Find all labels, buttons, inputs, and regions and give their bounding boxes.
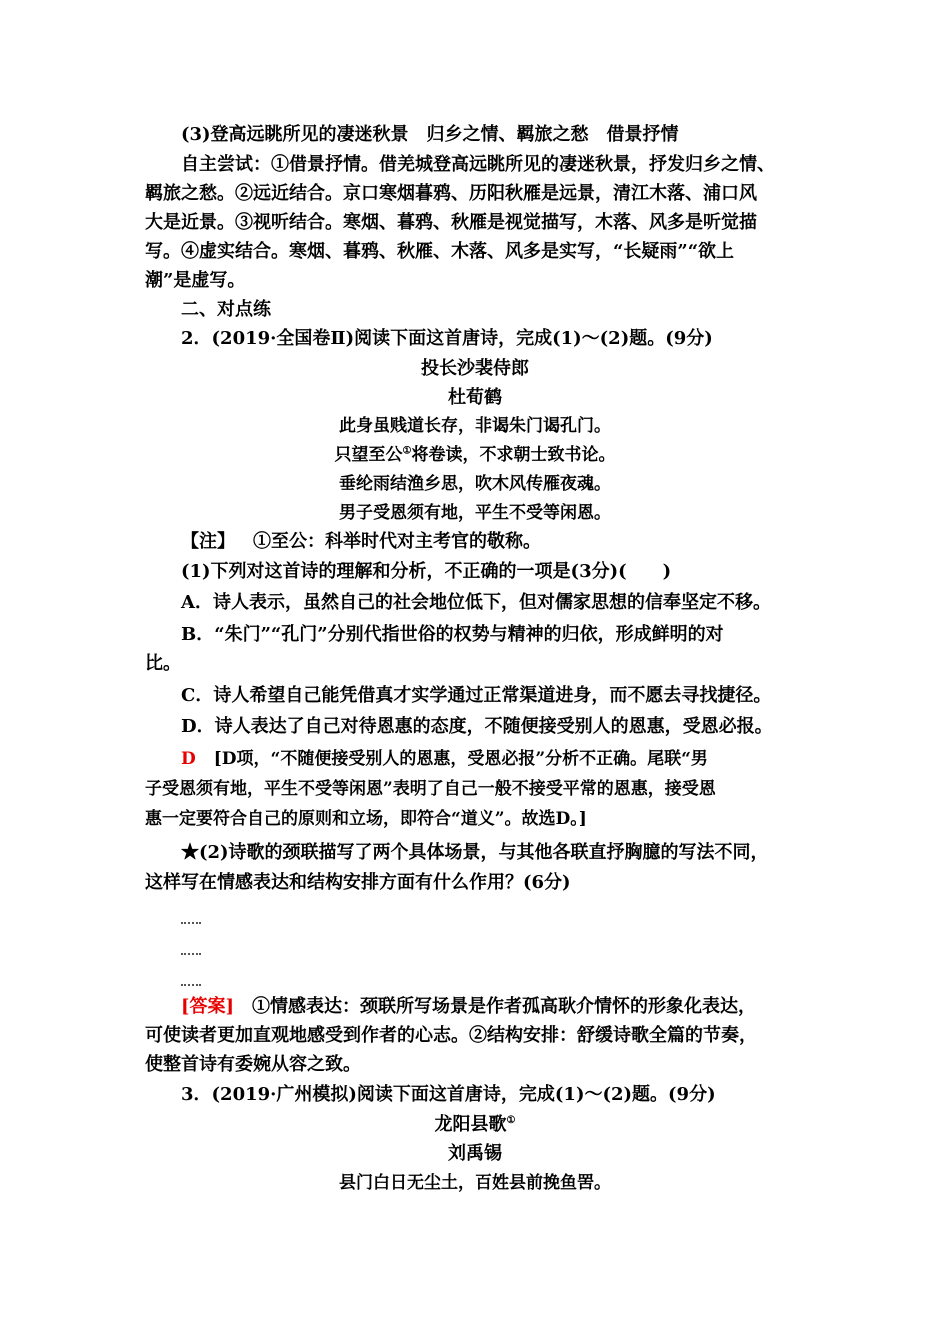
blank-line (181, 953, 201, 955)
answer-2 (181, 995, 756, 1019)
option-b-cont: 比。 (145, 653, 181, 674)
answer-2-text: 可使读者更加直观地感受到作者的心志。②结构安排：舒缓诗歌全篇的节奏， (145, 1025, 757, 1046)
self-try-text: 自主尝试：①借景抒情。借羌城登高远眺所见的凄迷秋景，抒发归乡之情、 (181, 154, 775, 175)
blank-line (181, 984, 201, 986)
poem-title: 投长沙裴侍郎 (421, 358, 529, 379)
note (181, 530, 541, 554)
poem-title (0, 1113, 950, 1137)
answer-text: [D项，“不随便接受别人的恩惠，受恩必报”分析不正确。尾联“男 (213, 749, 708, 769)
poem-line: 此身虽贱道长存，非谒朱门谒孔门。 (339, 416, 611, 436)
sub-question-2: 这样写在情感表达和结构安排方面有什么作用？(6分) (145, 872, 571, 893)
poem-line: 男子受恩须有地，平生不受等闲恩。 (339, 503, 611, 523)
question-2-intro: 2．(2019·全国卷Ⅱ)阅读下面这首唐诗，完成(1)～(2)题。(9分) (181, 328, 713, 349)
answer-text: ①情感表达：颈联所写场景是作者孤高耿介情怀的形象化表达， (252, 996, 757, 1017)
poem-line-part: 将卷读，不求朝士致书论。 (411, 445, 616, 465)
sub-question-1: (1)下列对这首诗的理解和分析，不正确的一项是(3分)( ) (181, 561, 672, 582)
answer-explanation (181, 747, 708, 771)
self-try-text: 写。④虚实结合。寒烟、暮鸦、秋雁、木落、风多是实写，“长疑雨”“欲上 (145, 241, 735, 262)
answer-explanation: 子受恩须有地，平生不受等闲恩”表明了自己一般不接受平常的恩惠，接受恩 (145, 779, 716, 799)
answer-label: [答案] (181, 996, 235, 1017)
poem-title-text: 龙阳县歌 (434, 1114, 507, 1135)
answer-line-3: (3)登高远眺所见的凄迷秋景 归乡之情、羁旅之愁 借景抒情 (181, 124, 679, 145)
blank-line (181, 922, 201, 924)
self-try-text: 潮”是虚写。 (145, 270, 246, 291)
section-heading: 二、对点练 (181, 299, 271, 320)
option-d: D．诗人表达了自己对待恩惠的态度，不随便接受别人的恩惠，受恩必报。 (181, 716, 773, 737)
option-c: C．诗人希望自己能凭借真才实学通过正常渠道进身，而不愿去寻找捷径。 (181, 685, 772, 706)
poem-line (0, 443, 950, 467)
note-label: 【注】 (181, 531, 235, 552)
answer-2-text: 使整首诗有委婉从容之致。 (145, 1054, 361, 1075)
footnote-marker: ① (402, 445, 412, 457)
option-a: A．诗人表示，虽然自己的社会地位低下，但对儒家思想的信奉坚定不移。 (181, 592, 771, 613)
note-text: ①至公：科举时代对主考官的敬称。 (253, 531, 541, 552)
poem-line: 县门白日无尘土，百姓县前挽鱼罟。 (339, 1173, 611, 1193)
answer-letter: D (181, 749, 196, 769)
poet-name: 刘禹锡 (448, 1143, 502, 1164)
poet-name: 杜荀鹤 (448, 387, 502, 408)
question-3-intro: 3．(2019·广州模拟)阅读下面这首唐诗，完成(1)～(2)题。(9分) (181, 1084, 716, 1105)
option-b: B．“朱门”“孔门”分别代指世俗的权势与精神的归依，形成鲜明的对 (181, 624, 724, 645)
poem-line-part: 只望至公 (334, 445, 403, 465)
sub-question-2: ★(2)诗歌的颈联描写了两个具体场景，与其他各联直抒胸臆的写法不同， (181, 842, 769, 863)
footnote-marker: ① (506, 1115, 516, 1126)
self-try-text: 大是近景。③视听结合。寒烟、暮鸦、秋雁是视觉描写，木落、风多是听觉描 (145, 212, 757, 233)
answer-explanation: 惠一定要符合自己的原则和立场，即符合“道义”。故选D。] (145, 809, 587, 829)
poem-line: 垂纶雨结渔乡思，吹木风传雁夜魂。 (339, 474, 611, 494)
self-try-text: 羁旅之愁。②远近结合。京口寒烟暮鸦、历阳秋雁是远景，清江木落、浦口风 (145, 183, 757, 204)
